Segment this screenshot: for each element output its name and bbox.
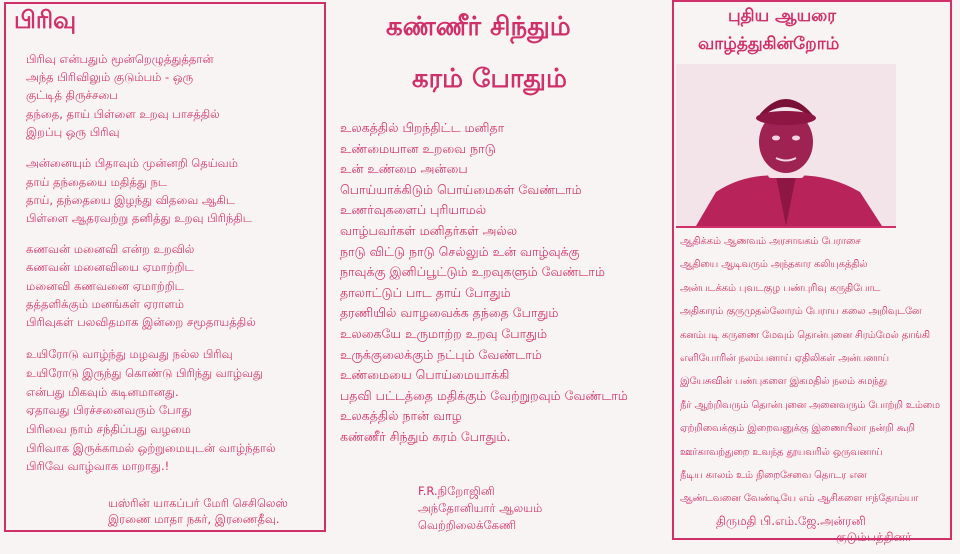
- left-poem-line: பிரிவுகள் பலவிதமாக இன்றை சமூதாயத்தில்: [26, 315, 256, 329]
- left-poem-line: தத்தளிக்கும் மனங்கள் ஏராளம்: [26, 297, 185, 311]
- center-poem-line: உருக்குலைக்கும் நட்பும் வேண்டாம்: [340, 346, 542, 362]
- right-greeting-line: ஆண்டவனை வேண்டியே எம் ஆசிகளை ஈந்தோம்யா: [680, 493, 919, 505]
- right-greeting-line: எளியோரின் நலம்பனாய் ஏதிலிகள் அன்பனாய்: [680, 353, 889, 364]
- right-heading-line2: வாழ்த்துகின்றோம்: [698, 34, 840, 54]
- center-signature-name: F.R.நிறோஜினி: [418, 484, 495, 498]
- right-greeting-line: ஏற்றிவைக்கும் இறைவனுக்கு இணையிலா நன்றி கூறி: [680, 423, 915, 435]
- center-poem-line: தாலாட்டுப் பாட தாய் போதும்: [340, 284, 511, 300]
- left-poem-line: இறப்பு ஒரு பிரிவு: [26, 125, 120, 139]
- center-poem-title-line1: கண்ணீர் சிந்தும்: [386, 12, 571, 42]
- left-poem-line: தாய் தந்தையை மதித்து நட: [26, 175, 167, 189]
- left-poem-line: குட்டித் திருச்சபை: [26, 88, 118, 102]
- center-poem-line: தரணியில் வாழவைக்க தந்தை போதும்: [340, 305, 559, 321]
- center-poem-title-line2: கரம் போதும்: [412, 64, 567, 94]
- right-greeting-line: அதிகாரம் குருமுதல்லோரம் பேராய கலை அறிவுடனே: [680, 306, 922, 318]
- left-poem-line: பிரிவாக இருக்காமல் ஒற்றுமையுடன் வாழ்ந்தால்: [26, 441, 276, 455]
- center-poem-line: பொய்யாக்கிடும் பொய்மைகள் வேண்டாம்: [340, 181, 582, 197]
- left-poem-line: பிள்ளை ஆதரவற்று தனித்து உறவு பிரிந்திட: [26, 211, 252, 225]
- left-poem-line: பிரிவை நாம் சந்திப்பது வழமை: [26, 422, 191, 436]
- left-poem-line: கணவன் மனைவியை ஏமாற்றிட: [26, 260, 194, 274]
- center-poem-line: வாழ்பவர்கள் மனிதர்கள் அல்ல: [340, 223, 518, 238]
- center-signature-church: அந்தோனியார் ஆலயம்: [418, 501, 543, 515]
- center-poem-line: உண்மையான உறவை நாடு: [340, 140, 496, 156]
- left-signature-name: யஸ்ரின் யாகப்பர் மேரி செசிலெஸ்: [108, 496, 288, 510]
- right-greeting-line: இயேசுவின் பண்புகளை இகமதில் நலம் சுமந்து: [680, 376, 887, 388]
- bishop-photo: [676, 64, 896, 228]
- right-greeting-line: ஆதிக்கம் ஆணவம் அரசாஙகம் பேராசை: [680, 236, 861, 247]
- left-poem-line: மனைவி கணவனை ஏமாற்றிட: [26, 279, 184, 293]
- center-poem-line: உண்மையை பொய்மையாக்கி: [340, 367, 510, 383]
- left-signature-place: இரணை மாதா நகர், இரணைதீவு.: [108, 512, 280, 526]
- right-signature-family: குடும்பத்தினர்: [836, 530, 912, 544]
- left-poem-line: தந்தை, தாய் பிள்ளை உறவு பாசத்தில்: [26, 107, 220, 121]
- right-greeting-line: ஊர்காவற்துறை உவந்த தூயவரில் ஒருவனாய்: [680, 446, 883, 458]
- left-poem-line: உயிரோடு இருந்து கொண்டு பிரிந்து வாழ்வது: [26, 366, 264, 380]
- center-poem-line: உலகத்தில் நான் வாழ: [340, 408, 462, 424]
- bishop-portrait-icon: [676, 64, 896, 226]
- left-poem-line: கணவன் மனைவி என்ற உறவில்: [26, 242, 195, 256]
- center-poem-line: உணர்வுகளைப் புரியாமல்: [340, 202, 487, 218]
- right-greeting-line: நீர் ஆற்றிவரும் தொன்புனை அனைவரும் போற்றி உம்மை: [680, 399, 940, 411]
- center-poem-line: உலகையே உருமாற்ற உறவு போதும்: [340, 326, 548, 341]
- left-poem-line: பிரிவு என்பதும் மூன்றெழுத்துத்தான்: [26, 52, 214, 66]
- center-poem-line: நாவுக்கு இனிப்பூட்டும் உறவுகளும் வேண்டாம்: [340, 264, 605, 280]
- left-poem-line: அன்னையும் பிதாவும் முன்னறி தெய்வம்: [26, 156, 238, 170]
- right-heading-line1: புதிய ஆயரை: [728, 6, 837, 26]
- center-signature-place: வெற்றிலைக்கேணி: [418, 518, 517, 532]
- left-poem-line: ஏதாவது பிரச்சனைவரும் போது: [26, 403, 192, 417]
- left-poem-line: என்பது மிகவும் கடினமானது.: [26, 385, 179, 399]
- left-poem-line: தாய், தந்தையை இழந்து விதவை ஆகிட: [26, 193, 235, 207]
- left-poem-line: உயிரோடு வாழ்ந்து மழவது நல்ல பிரிவு: [26, 347, 233, 361]
- right-greeting-line: ஆதியை ஆடிவரும் அந்தகார கலியுகத்தில்: [680, 259, 868, 271]
- center-poem-line: கண்ணீர் சிந்தும் கரம் போதும்.: [340, 429, 511, 444]
- center-poem-line: நாடு விட்டு நாடு செல்லும் உன் வாழ்வுக்கு: [340, 243, 580, 259]
- left-poem-line: பிரிவே வாழ்வாக மாறாது.!: [26, 459, 170, 473]
- center-poem-line: உலகத்தில் பிறந்திட்ட மனிதா: [340, 120, 505, 135]
- right-greeting-line: அன்படக்கம் புவடகுழ பண்புரிவு கருதிபோட: [680, 282, 881, 294]
- center-poem-line: பதவி பட்டத்தை மதிக்கும் வேற்றுறவும் வேண்டாம்: [340, 387, 628, 403]
- right-greeting-line: நீடிய காலம் உம் நிறைசேவை தொடர என: [680, 470, 867, 481]
- left-poem-title: பிரிவு: [14, 6, 77, 34]
- right-greeting-line: கனம்படி கருணை மேவும் தொன்புனை சிரம்மேல் தாங்கி: [680, 329, 930, 341]
- left-poem-line: அந்த பிரிவிலும் குடும்பம் - ஒரு: [26, 70, 194, 84]
- right-signature-name: திருமதி பி.எம்.ஜே.அன்ரனி: [716, 514, 866, 528]
- center-poem-line: உன் உண்மை அன்பை: [340, 161, 468, 177]
